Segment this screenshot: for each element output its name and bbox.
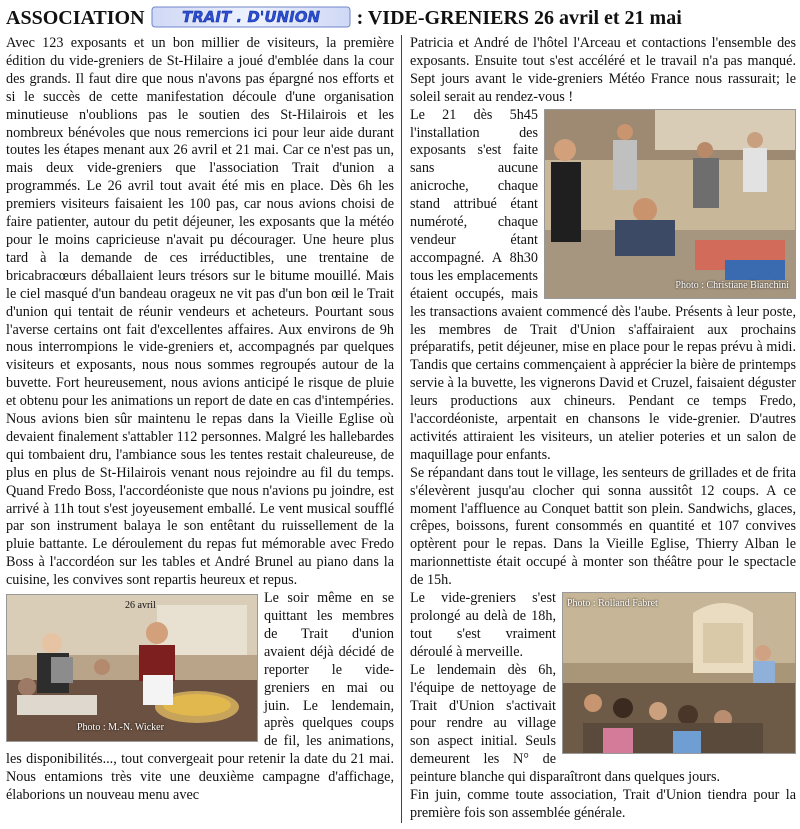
- right-paragraph-5: Le lendemain dès 6h, l'équipe de nettoyage de Trait d'Union s'activait pour rendre au village son aspect initial. Seuls demeurent les N° de peinture blanche qui disparaîtront dans quelques jours.: [410, 661, 721, 786]
- header-prefix: ASSOCIATION: [6, 6, 145, 29]
- left-column: [6, 35, 394, 805]
- photo-date: 26 avril: [125, 600, 156, 612]
- right-column: [410, 35, 796, 823]
- right-paragraph-3: Se répandant dans tout le village, les senteurs de grillades et de frita s'élevèrent jusqu'au clocher qui sonna aussitôt 12 coups. A ce moment l'affluence au Conquet battit son plein. Sandwichs, glaces, crêpes, boissons, furent consommés en quantité et 107 convives optèrent pour le repas. Dans la Vieille Eglise, Thierry Alban le marionnettiste était occupé à monter son théâtre pour le spectacle de 15h.: [410, 464, 796, 589]
- photo-credit: Photo : M.-N. Wicker: [77, 722, 164, 734]
- left-main-paragraph: Avec 123 exposants et un bon millier de visiteurs, la première édition du vide-greniers de St-Hilaire a joué d'emblée dans la cour des grands. Il faut dire que nous n'avons pas épargné nos efforts et si le succès de cette manifestation découle d'une organisation minutieuse n'oublions pas le soutien des St-Hilairois et les nombreux bénévoles que nous remercions ici pour leur aide durant toutes les étapes menant aux 26 avril et 21 mai. Car ce n'est pas un, mais deux vide-greniers que l'association Trait d'union a programmés. Le 26 avril tout avait été mis en place. Dès 6h les premiers visiteurs faisaient les 100 pas, car nous avions choisi de faire patienter, autour du petit déjeuner, les exposants que la météo pour le moins capricieuse n'avait pu décourager. Une heure plus tard à la demande de ces irréductibles, une trentaine de bricabracœurs déballaient leurs trésors sur le bitume mouillé. Mais le ciel masqué d'un bandeau orageux ne vit pas d'un bon œil le Trait d'union qui tentait de réunir vendeurs et acheteurs. Pourtant sous l'averse certains ont fait d'excellentes affaires. Aux environs de 9h nous interrompions le vide-greniers et, accompagnés par quelques visiteurs et exposants, nous nous sommes regroupés autour de la buvette. Fort heureusement, nous avions anticipé le risque de pluie et obtenu pour les animations un report de date en cas d'intempéries. Nous avions bien sûr maintenu le repas dans la Vieille Eglise où devaient finalement s'attabler 112 personnes. Malgré les hallebardes qui tombaient dru, l'ambiance sous les tentes restait chaleureuse, de plus en plus de St-Hilairois venant nous rejoindre au fil du temps. Quand Fredo Boss, l'accordéoniste que nous n'avions pu joindre, est arrivé à 11h tout s'est joyeusement emballé. Le vent musical soufflé par son instrument balaya le son entêtant du ruissellement de la pluie battante. Le déroulement du repas fut mémorable avec Fredo Boss à l'accordéon sur les tables et André Brunel au piano dans la cuisine, les convives sont repartis heureux et repus.: [6, 35, 394, 589]
- trait-union-logo: [151, 6, 351, 28]
- photo2-credit: Photo : Rolland Fabret: [567, 598, 658, 610]
- right-paragraph-6: Fin juin, comme toute association, Trait d'Union tiendra pour la première fois son assemblée générale.: [410, 787, 796, 821]
- photo-stands: [544, 109, 796, 299]
- right-paragraph-2: Le 21 dès 5h45 l'installation des exposants s'est faite sans aucune anicroche, chaque stand attribué étant numéroté, chaque vendeur étant accompagné. A 8h30 tous les emplacements étaient occupés, mais les transactions avaient commencé dès l'aube. Présents à leur poste, les membres de Trait d'Union s'affairaient aux prochains préparatifs, petit déjeuner, mise en place pour le repas prévu à midi. Tandis que certains commençaient à apprécier la bière de printemps servie à la buvette, les vignerons David et Cruzel, faisaient déguster leurs productions aux chineurs. Pendant ce temps Fredo, l'accordéoniste, arpentait en chansons le vide-grenier. D'autres activités attiraient les visiteurs, un atelier poteries et un salon de maquillage pour enfants.: [410, 106, 796, 463]
- column-divider: [401, 35, 402, 823]
- article-header: [6, 4, 796, 32]
- photo-repas: [6, 594, 258, 742]
- right-paragraph-4: Le vide-greniers s'est prolongé au delà de 18h, tout s'est vraiment déroulé à merveille.: [410, 590, 556, 660]
- right-paragraph-1: Patricia et André de l'hôtel l'Arceau et contactions l'ensemble des exposants. Ensuite tout s'est accéléré et le travail n'a pas manqué. Sept jours avant le vide-greniers Météo France nous rassurait; le soleil serait au rendez-vous !: [410, 35, 796, 105]
- header-title: : VIDE-GRENIERS 26 avril et 21 mai: [356, 6, 682, 29]
- svg-text:TRAIT . D'UNION: TRAIT . D'UNION: [181, 8, 320, 26]
- photo-marionnettes: [562, 592, 796, 754]
- left-after-photo-paragraph: Le soir même en se quittant les membres de Trait d'union avaient déjà décidé de reporter le vide-greniers en mai ou juin. Le lendemain, après quelques coups de fil, les animations, les disponibilités..., tout convergeait pour retenir la date du 21 mai. Nous entamions très vite une deuxième campagne d'affichage, élaborions un nouveau menu avec: [6, 590, 394, 804]
- photo1-credit: Photo : Christiane Bianchini: [675, 279, 789, 291]
